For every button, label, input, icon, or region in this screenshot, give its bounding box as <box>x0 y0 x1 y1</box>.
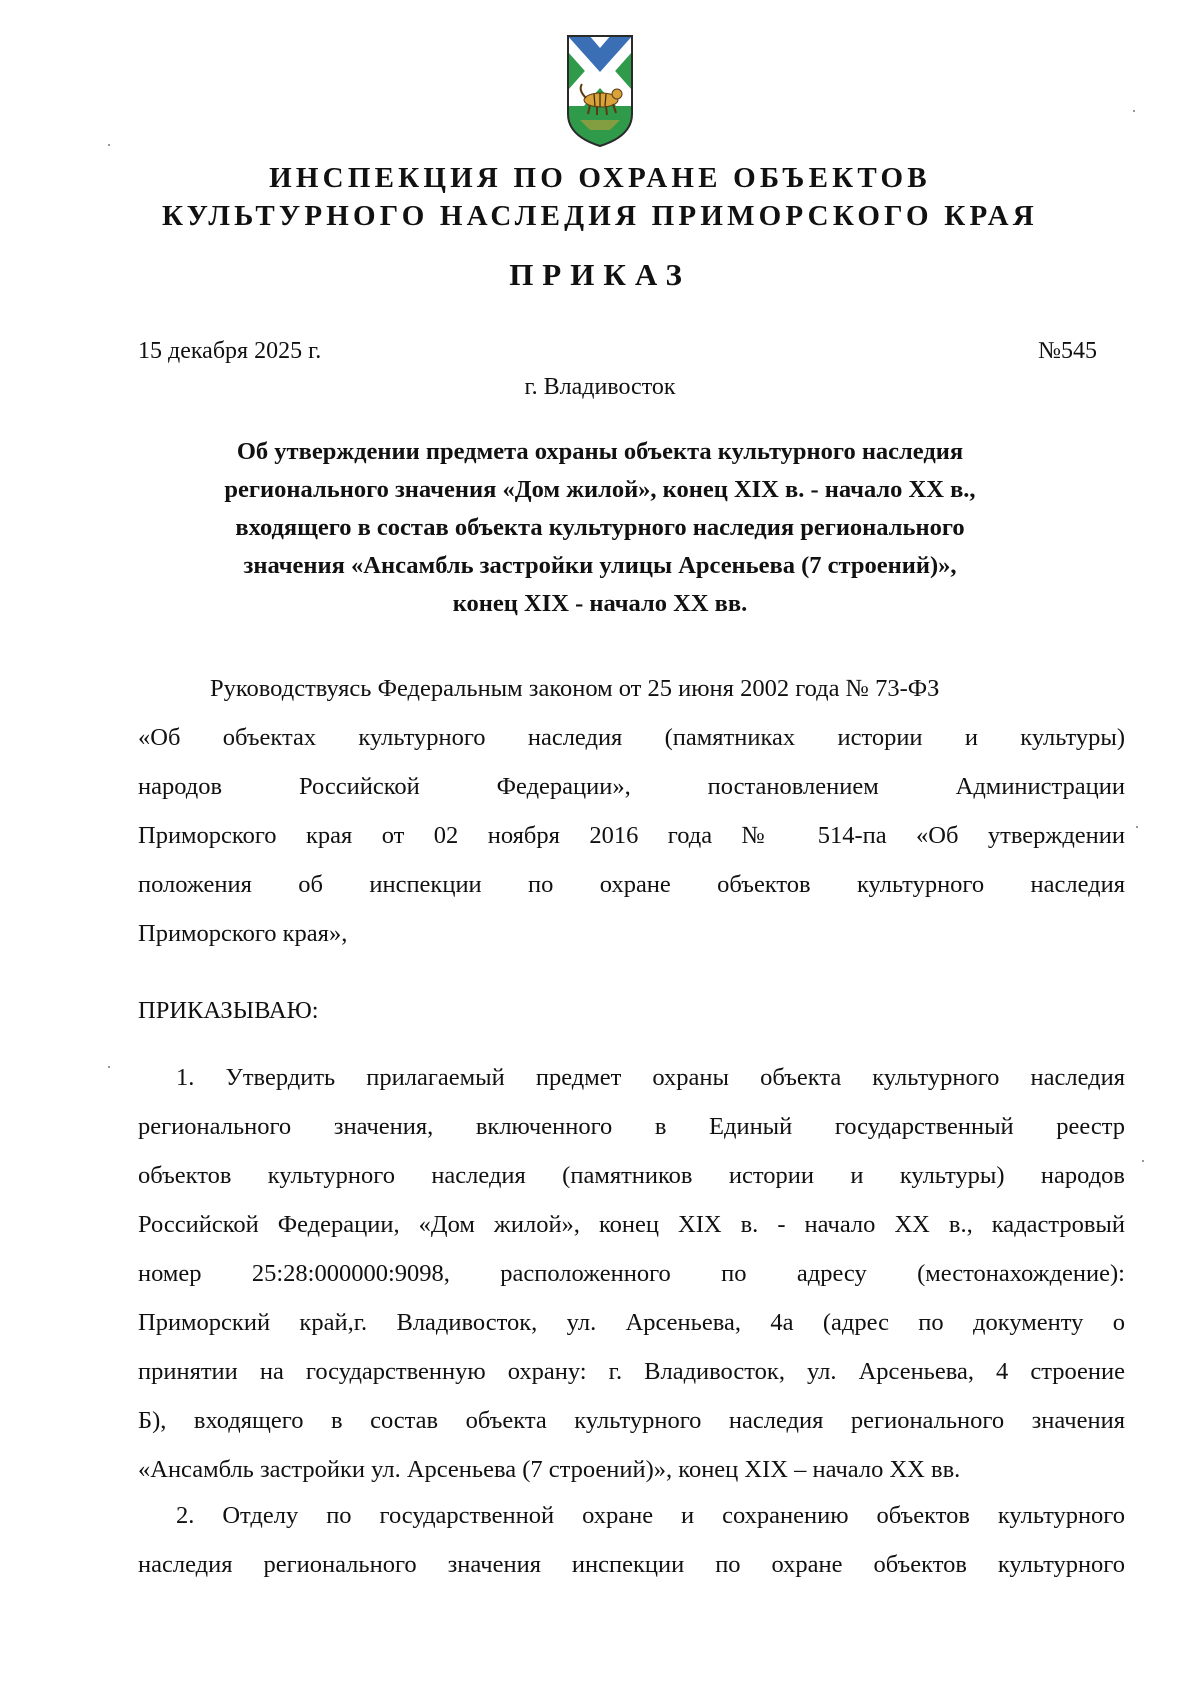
coat-of-arms-emblem <box>564 32 636 150</box>
order-item-2 <box>138 1491 1125 1589</box>
item-line: Б), входящего в состав объекта культурного наследия регионального значения <box>138 1407 1125 1434</box>
preamble-line: народов Российской Федерации», постановлением Администрации <box>138 773 1125 800</box>
item-line: объектов культурного наследия (памятников истории и культуры) народов <box>138 1162 1125 1189</box>
item-line: наследия регионального значения инспекции по охране объектов культурного <box>138 1551 1125 1578</box>
scan-speck <box>108 144 110 146</box>
order-item-1 <box>138 1053 1125 1494</box>
title-line: регионального значения «Дом жилой», конец XIX в. - начало XX в., <box>224 476 976 503</box>
item-line: принятии на государственную охрану: г. Владивосток, ул. Арсеньева, 4 строение <box>138 1358 1125 1385</box>
preamble-line: положения об инспекции по охране объектов культурного наследия <box>138 871 1125 898</box>
order-city: г. Владивосток <box>524 374 676 400</box>
title-line: конец XIX - начало XX вв. <box>452 590 748 617</box>
item-line: 2. Отделу по государственной охране и сохранению объектов культурного <box>176 1502 1125 1529</box>
scan-speck <box>1142 1160 1144 1162</box>
preamble-paragraph <box>138 664 1125 958</box>
item-line: 1. Утвердить прилагаемый предмет охраны объекта культурного наследия <box>176 1064 1125 1091</box>
title-line: значения «Ансамбль застройки улицы Арсеньева (7 строений)», <box>243 552 957 579</box>
scan-speck <box>108 1066 110 1068</box>
title-line: входящего в состав объекта культурного наследия регионального <box>235 514 965 541</box>
order-title <box>150 433 1050 623</box>
preamble-line: Приморского края», <box>138 920 348 947</box>
order-number: №545 <box>1038 338 1097 364</box>
preamble-line: «Об объектах культурного наследия (памятниках истории и культуры) <box>138 724 1125 751</box>
item-line: регионального значения, включенного в Единый государственный реестр <box>138 1113 1125 1140</box>
item-line: Приморский край,г. Владивосток, ул. Арсеньева, 4а (адрес по документу о <box>138 1309 1125 1336</box>
order-date: 15 декабря 2025 г. <box>138 338 322 364</box>
title-line: Об утверждении предмета охраны объекта культурного наследия <box>236 438 964 465</box>
item-line: номер 25:28:000000:9098, расположенного по адресу (местонахождение): <box>138 1260 1125 1287</box>
order-directive: ПРИКАЗЫВАЮ: <box>138 997 319 1024</box>
document-type-heading: ПРИКАЗ <box>509 257 691 292</box>
agency-name-line2: КУЛЬТУРНОГО НАСЛЕДИЯ ПРИМОРСКОГО КРАЯ <box>162 200 1038 232</box>
scan-speck <box>1136 826 1138 828</box>
item-line: Российской Федерации, «Дом жилой», конец XIX в. - начало XX в., кадастровый <box>138 1211 1125 1238</box>
scan-speck <box>1133 110 1135 112</box>
item-line: «Ансамбль застройки ул. Арсеньева (7 строений)», конец XIX – начало XX вв. <box>138 1456 961 1483</box>
preamble-line: Руководствуясь Федеральным законом от 25 июня 2002 года № 73-ФЗ <box>210 675 940 702</box>
agency-name-line1: ИНСПЕКЦИЯ ПО ОХРАНЕ ОБЪЕКТОВ <box>269 162 931 194</box>
preamble-line: Приморского края от 02 ноября 2016 года № 514-па «Об утверждении <box>138 822 1125 849</box>
